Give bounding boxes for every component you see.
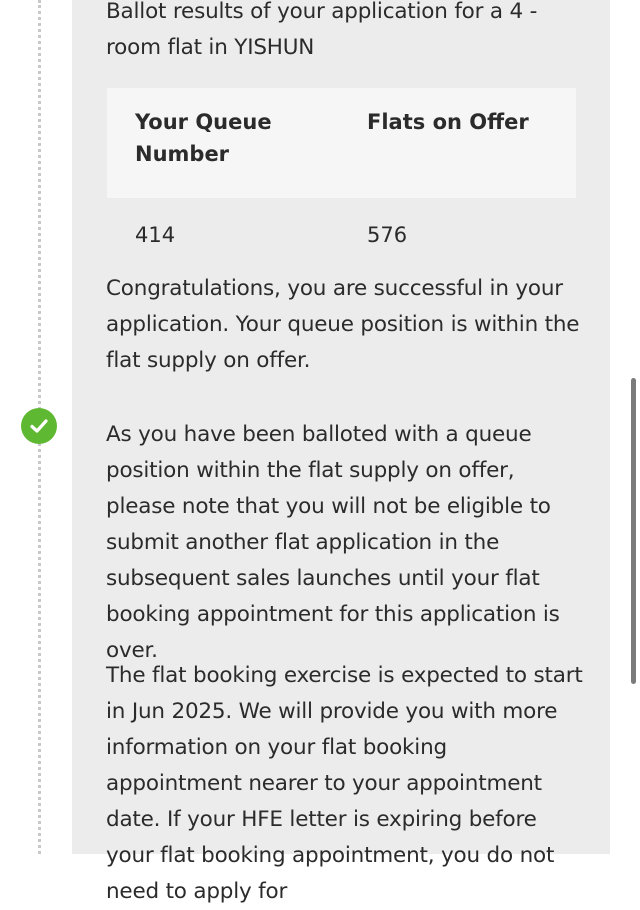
checkmark-icon xyxy=(28,415,50,437)
flats-on-offer-value: 576 xyxy=(367,223,408,247)
ballot-results-card xyxy=(72,0,610,904)
check-circle-icon xyxy=(21,408,57,444)
header-queue-number: Your Queue Number xyxy=(135,110,272,166)
ballot-heading: Ballot results of your application for a 4 -room flat in YISHUN xyxy=(106,0,538,60)
queue-number-value: 414 xyxy=(135,223,176,247)
scrollbar-thumb[interactable] xyxy=(631,378,636,684)
ballot-results-table xyxy=(107,88,576,274)
table-row xyxy=(107,198,576,274)
eligibility-note: As you have been balloted with a queue position within the flat supply on offer, please note that you will not be eligible to submit another flat application in the subsequent sales launches until your flat booking appointment for this application is over. xyxy=(106,422,560,663)
table-header xyxy=(107,88,576,198)
header-flats-on-offer: Flats on Offer xyxy=(367,110,529,134)
booking-info: The flat booking exercise is expected to start in Jun 2025. We will provide you with more information on your flat booking appointment nearer to your appointment date. If your HFE letter is expiring before your flat booking appointment, you do not need to apply for xyxy=(106,663,583,904)
success-message: Congratulations, you are successful in your application. Your queue position is within the flat supply on offer. xyxy=(106,276,580,373)
